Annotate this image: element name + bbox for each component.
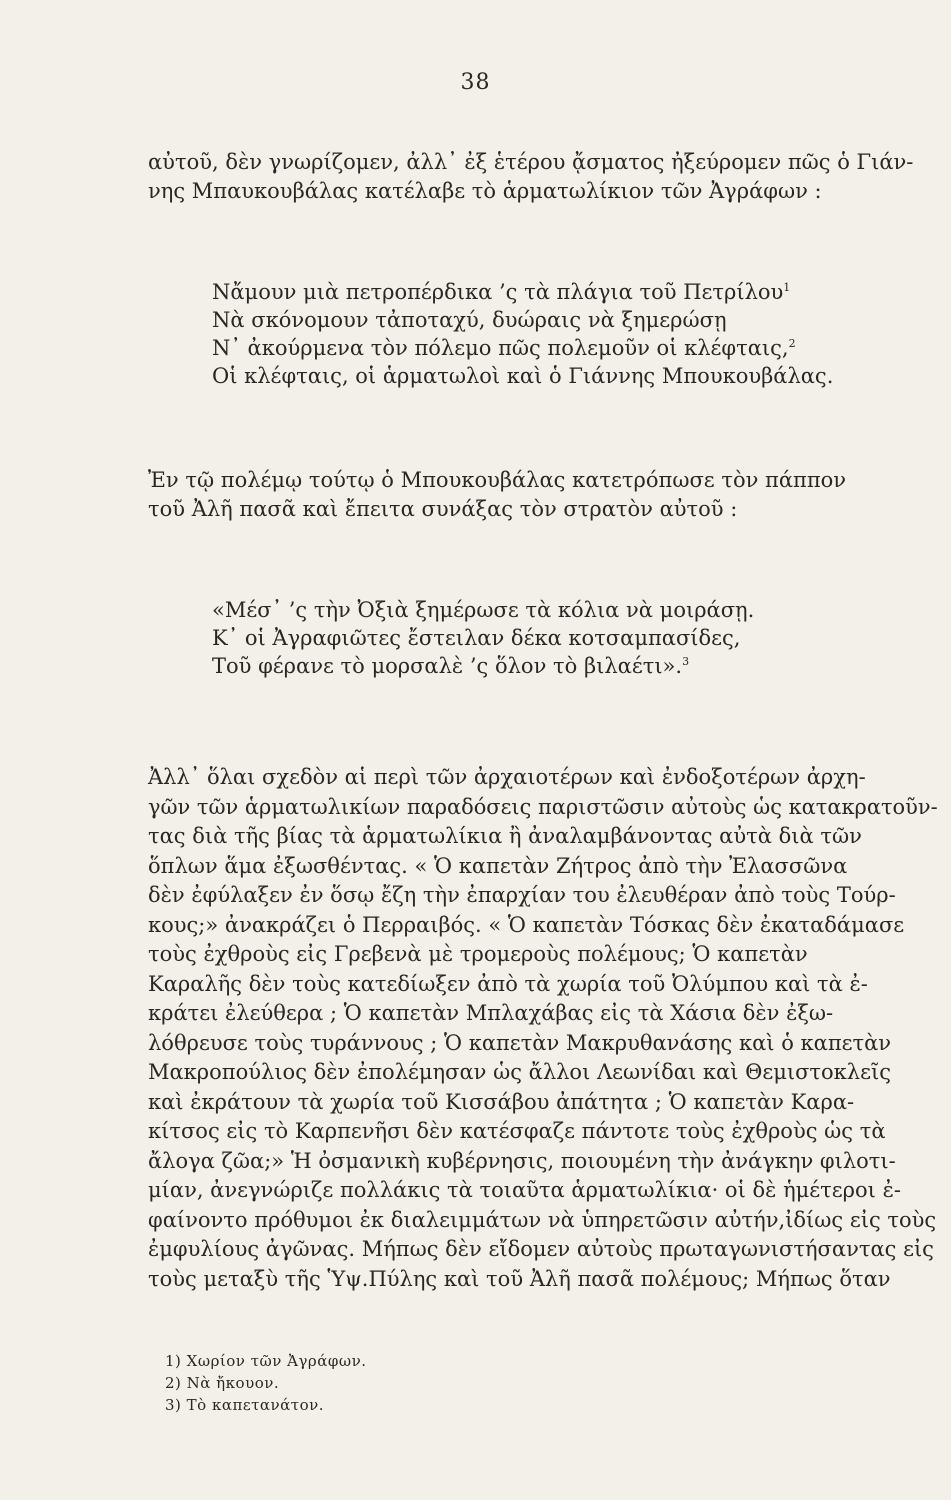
text-line: ἐμφυλίους ἀγῶνας. Μήπως δὲν εἴδομεν αὐτοὺς πρωταγωνιστήσαντας εἰς [148,1237,934,1261]
text-line: Ἐν τῷ πολέμῳ τούτῳ ὁ Μπουκουβάλας κατετρόπωσε τὸν πάππον [148,468,847,492]
text-line: λόθρευσε τοὺς τυράννους ; Ὁ καπετὰν Μακρυθανάσης καὶ ὁ καπετὰν [148,1030,892,1055]
text-line: Καραλῆς δὲν τοὺς κατεδίωξεν ἀπὸ τὰ χωρία τοῦ Ὀλύμπου καὶ τὰ ἐ- [148,971,868,996]
footnote: 1) Χωρίον τῶν Ἀγράφων. [165,1352,367,1370]
paragraph-3 [148,763,938,1294]
text-line: νης Μπαυκουβάλας κατέλαβε τὸ ἁρματωλίκιον τῶν Ἀγράφων : [148,179,822,203]
text-line: Ἀλλ᾽ ὅλαι σχεδὸν αἱ περὶ τῶν ἀρχαιοτέρων καὶ ἐνδοξοτέρων ἀρχη- [148,765,866,789]
text-line: κους;» ἀνακράζει ὁ Περραιβός. « Ὁ καπετὰν Τόσκας δὲν ἐκαταδάμασε [148,912,905,937]
text-line: τοὺς ἐχθροὺς εἰς Γρεβενὰ μὲ τρομεροὺς πολέμους; Ὁ καπετὰν [148,942,808,966]
verse-line: Κ᾽ οἱ Ἀγραφιῶτες ἔστειλαν δέκα κοτσαμπασίδες, [212,626,741,650]
footnote: 3) Τὸ καπετανάτον. [165,1396,324,1414]
text-line: τοὺς μεταξὺ τῆς Ὑψ.Πύλης καὶ τοῦ Ἀλῆ πασᾶ πολέμους; Μήπως ὅταν [148,1266,891,1291]
text-line: αὐτοῦ, δὲν γνωρίζομεν, ἀλλ᾽ ἐξ ἑτέρου ᾄσματος ἠξεύρομεν πῶς ὁ Γιάν- [148,150,914,174]
verse-line: Ν᾽ ἀκούρμενα τὸν πόλεμο πῶς πολεμοῦν οἱ κλέφταις,$^2$ [212,336,796,360]
text-line: ἄλογα ζῶα;» Ἡ ὀσμανικὴ κυβέρνησις, ποιουμένη τὴν ἀνάγκην φιλοτι- [148,1148,896,1173]
text-line: κίτσος εἰς τὸ Καρπενῆσι δὲν κατέσφαζε πάντοτε τοὺς ἐχθροὺς ὡς τὰ [148,1119,886,1143]
verse-line: «Μέσ᾽ ’ς τὴν Ὀξιὰ ξημέρωσε τὰ κόλια νὰ μοιράσῃ. [212,598,755,622]
page-number: 38 [460,70,491,95]
paragraph-2 [148,466,938,524]
footnote-mark: 2 [788,337,796,350]
text-line: κράτει ἐλεύθερα ; Ὁ καπετὰν Μπλαχάβας εἰς τὰ Χάσια δὲν ἐξω- [148,1001,834,1025]
verse-line: Οἱ κλέφταις, οἱ ἁρματωλοὶ καὶ ὁ Γιάννης Μπουκουβάλας. [212,364,834,388]
footnote: 2) Νὰ ἤκουον. [165,1374,280,1392]
text-line: γῶν τῶν ἁρματωλικίων παραδόσεις παριστῶσιν αὐτοὺς ὡς κατακρατοῦν- [148,794,938,819]
verse-line: Τοῦ φέρανε τὸ μορσαλὲ ’ς ὅλον τὸ βιλαέτι».$^3$ [212,654,690,678]
text-line: μίαν, ἀνεγνώριζε πολλάκις τὰ τοιαῦτα ἁρματωλίκια· οἱ δὲ ἡμέτεροι ἐ- [148,1178,901,1202]
text-line: ὅπλων ἅμα ἐξωσθέντας. « Ὁ καπετὰν Ζήτρος ἀπὸ τὴν Ἐλασσῶνα [148,853,848,878]
verse-line: Νὰ σκόνομουν τἀποταχύ, δυώραις νὰ ξημερώσῃ [212,308,727,332]
text-line: τας διὰ τῆς βίας τὰ ἁρματωλίκια ἢ ἀναλαμβάνοντας αὐτὰ διὰ τῶν [148,824,862,848]
verse-block-1 [212,278,833,390]
footnote-mark: 1 [783,281,791,294]
paragraph-1 [148,148,938,206]
text-line: δὲν ἐφύλαξεν ἐν ὅσῳ ἔζη τὴν ἐπαρχίαν του ἐλευθέραν ἀπὸ τοὺς Τούρ- [148,883,896,907]
text-line: τοῦ Ἀλῆ πασᾶ καὶ ἔπειτα συνάξας τὸν στρατὸν αὐτοῦ : [148,497,738,521]
text-line: Μακροπούλιος δὲν ἐπολέμησαν ὡς ἄλλοι Λεωνίδαι καὶ Θεμιστοκλεῖς [148,1060,891,1084]
footnotes [165,1350,366,1416]
verse-line: Νἄμουν μιὰ πετροπέρδικα ’ς τὰ πλάγια τοῦ Πετρίλου$^1$ [212,280,791,304]
verse-block-2 [212,596,754,680]
text-line: καὶ ἐκράτουν τὰ χωρία τοῦ Κισσάβου ἀπάτητα ; Ὁ καπετὰν Καρα- [148,1089,855,1114]
footnote-mark: 3 [682,655,690,668]
text-line: φαίνοντο πρόθυμοι ἐκ διαλειμμάτων νὰ ὑπηρετῶσιν αὐτήν,ἰδίως εἰς τοὺς [148,1207,937,1232]
